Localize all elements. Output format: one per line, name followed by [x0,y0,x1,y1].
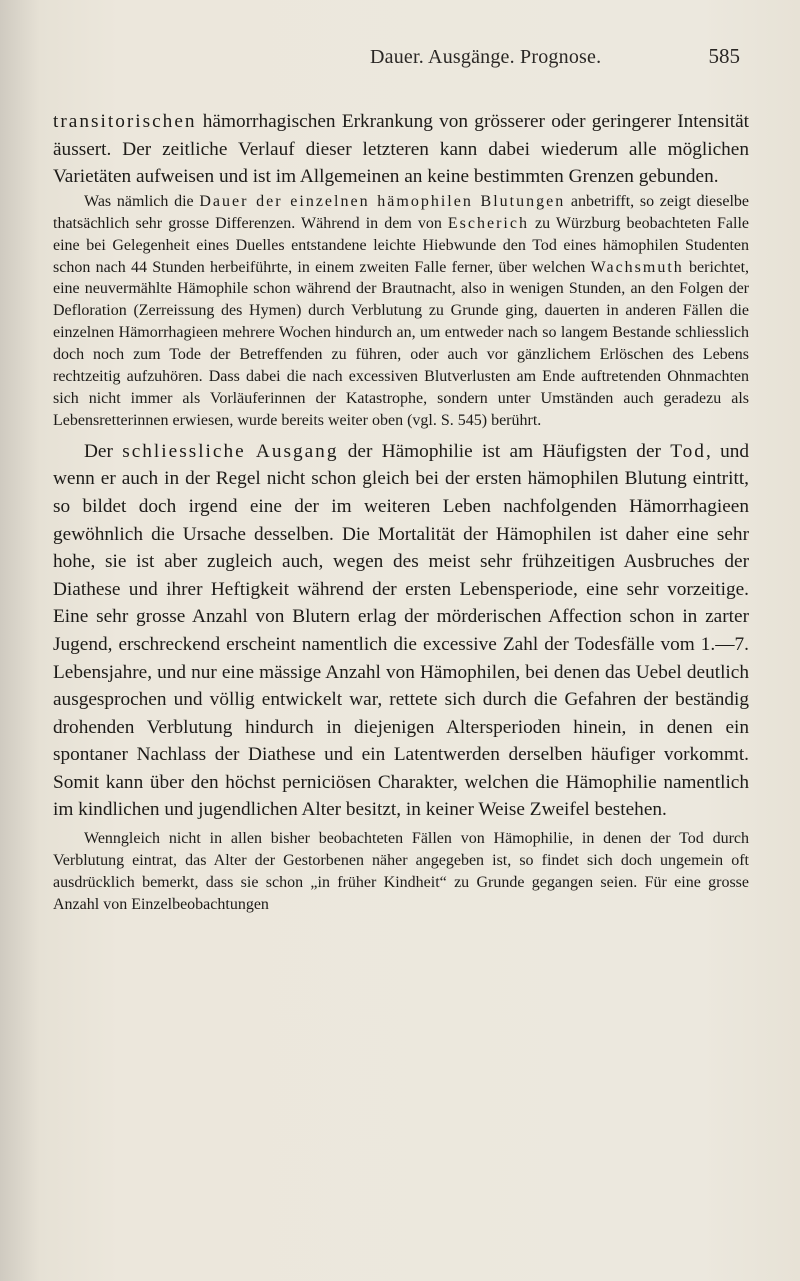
paragraph-2-text-b: anbetrifft, so zeigt dieselbe thatsächlich sehr grosse Differenzen. Während in dem von [53,192,750,232]
page-header [370,44,740,69]
paragraph-4-small: Wenngleich nicht in allen bisher beobachteten Fällen von Hämophilie, in denen der Tod durch Verblutung eintrat, das Alter der Gestorbenen näher angegeben ist, so findet sich doch ungemein oft ausdrücklich bemerkt, dass sie schon „in früher Kindheit“ zu Grunde gegangen seien. Für eine grosse Anzahl von Einzelbeobachtungen [53,830,749,913]
paragraph-3-text-a: Der [84,440,123,462]
paragraph-1-text: hämorrhagischen Erkrankung von grösserer oder geringerer Intensität äussert. Der zeitliche Verlauf dieser letzteren kann dabei wiederum alle möglichen Varietäten aufweisen und ist im Allgemeinen an keine bestimmten Grenzen gebunden. [53,111,749,188]
paragraph-2-text-c: zu Würzburg beobachteten Falle eine bei Gelegenheit eines Duelles entstandene leichte Hiebwunde den Tod eines hämophilen Studenten schon nach 44 Stunden herbeiführte, in einem zweiten Falle ferner, über welchen [53,214,749,276]
paragraph-2-text-d: berichtet, eine neuvermählte Hämophile schon während der Brautnacht, also in wenigen Stunden, an den Folgen der Defloration (Zerreissung des Hymen) durch Verblutung zu Grunde ging, dauerten in anderen Fällen die einzelnen Hämorrhagieen mehrere Wochen hindurch an, um entweder nach so langem Bestande schliesslich doch noch zum Tode der Betreffenden zu führen, oder auch vor gänzlichem Erlöschen des Lebens rechtzeitig aufzuhören. Dass dabei die nach excessiven Blutverlusten am Ende auftretenden Ohnmachten sich nicht immer als Vorläuferinnen der Katastrophe, sondern unter Umständen auch geradezu als Lebensretterinnen erwiesen, wurde bereits weiter oben (vgl. S. 545) berührt. [53,258,750,429]
paragraph-3-text-c: , und wenn er auch in der Regel nicht schon gleich bei der ersten hämophilen Blutung eintritt, so bildet doch irgend eine der im weiteren Leben nachfolgenden Hämorrhagieen gewöhnlich die Ursache desselben. Die Mortalität der Hämophilen ist daher eine sehr hohe, sie ist aber zugleich auch, wegen des meist sehr frühzeitigen Ausbruches der Diathese und ihrer Heftigkeit während der ersten Lebensperiode, eine sehr vorzeitige. Eine sehr grosse Anzahl von Blutern erlag der mörderischen Affection schon in zarter Jugend, erschreckend erscheint namentlich die excessive Zahl der Todesfälle vom 1.—7. Lebensjahre, und nur eine mässige Anzahl von Hämophilen, bei denen das Uebel deutlich ausgesprochen und völlig entwickelt war, rettete sich durch die Gefahren der beständig drohenden Verblutung hindurch in diejenigen Altersperioden hinein, in denen ein spontaner Nachlass der Diathese und ein Latentwerden derselben häufiger vorkommt. Somit kann über den höchst perniciösen Charakter, welchen die Hämophilie namentlich im kindlichen und jugendlichen Alter besitzt, in keiner Weise Zweifel bestehen. [53,440,749,821]
page-number: 585 [708,44,740,68]
author-wachsmuth: Wachsmuth [590,258,684,276]
author-escherich: Escherich [447,214,529,232]
paragraph-2-text-a: Was nämlich die [84,192,200,210]
running-head: Dauer. Ausgänge. Prognose. [370,46,602,68]
paragraph-2-small [53,191,749,432]
emphasis-dauer: Dauer der einzelnen hämophilen Blutungen [199,192,566,210]
page-body [53,90,749,916]
emphasis-tod: Tod [670,440,706,462]
emphasis-transitorischen: transitorischen [53,111,197,132]
paragraph-1 [53,108,749,191]
paragraph-3-text-b: der Hämophilie ist am Häufigsten der [338,440,671,462]
emphasis-ausgang: schliessliche Ausgang [122,440,339,462]
paragraph-3 [53,438,749,824]
